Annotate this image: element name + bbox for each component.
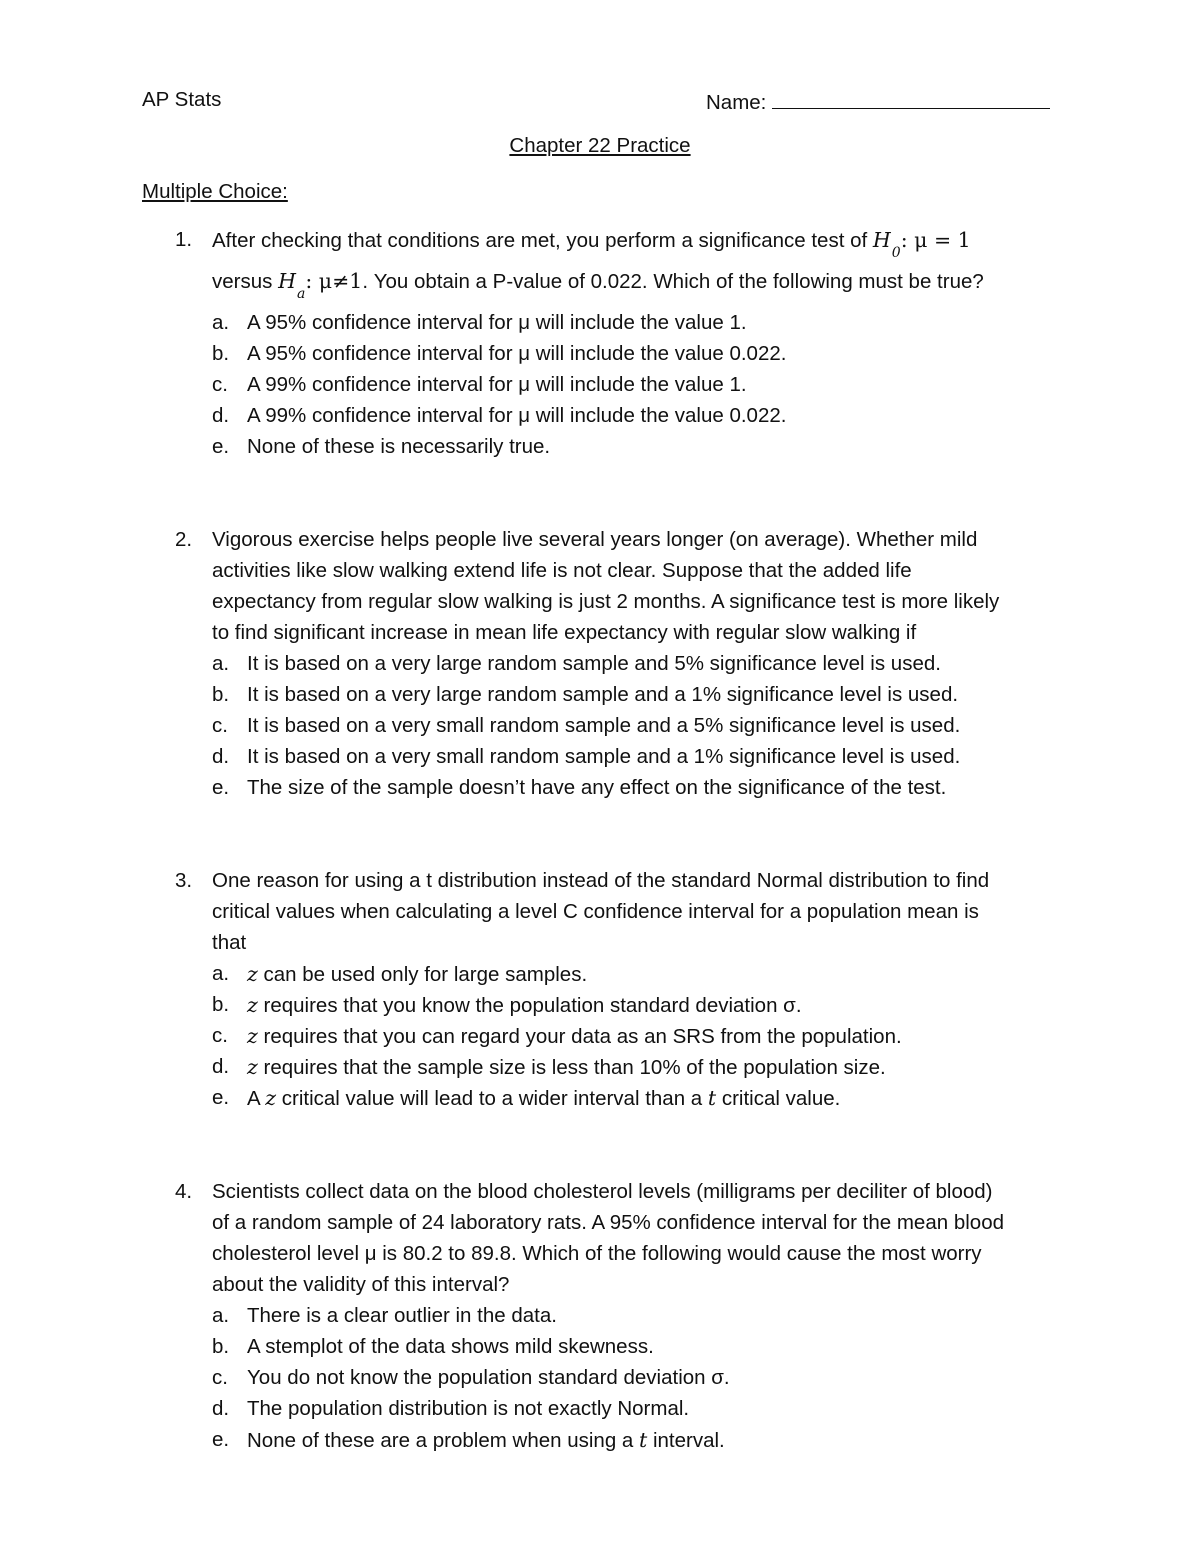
question-stem-line: critical values when calculating a level C confidence interval for a population mean is bbox=[212, 900, 979, 923]
option-letter: d. bbox=[212, 1397, 230, 1420]
question-number: 4. bbox=[175, 1180, 193, 1203]
option-text-rest: requires that you know the population standard deviation σ. bbox=[257, 994, 802, 1017]
option-text-mid: critical value will lead to a wider interval than a bbox=[276, 1087, 708, 1110]
option-letter: a. bbox=[212, 652, 230, 675]
hypothesis-symbol: H bbox=[278, 269, 296, 293]
option-text: A 95% confidence interval for μ will include the value 0.022. bbox=[247, 342, 787, 365]
option-letter: a. bbox=[212, 311, 230, 334]
question-stem-line: cholesterol level μ is 80.2 to 89.8. Which of the following would cause the most worry bbox=[212, 1242, 982, 1265]
option-text: A 99% confidence interval for μ will include the value 0.022. bbox=[247, 404, 787, 427]
option-text bbox=[247, 1428, 725, 1453]
page-title: Chapter 22 Practice bbox=[509, 134, 691, 157]
option-letter: b. bbox=[212, 342, 230, 365]
question-number: 2. bbox=[175, 528, 193, 551]
option-text: It is based on a very large random sample and a 1% significance level is used. bbox=[247, 683, 959, 706]
hypothesis-expression: : μ = 1 bbox=[900, 228, 971, 252]
question-stem-line bbox=[212, 228, 971, 261]
option-text-rest: can be used only for large samples. bbox=[257, 963, 588, 986]
z-variable: z bbox=[247, 962, 258, 986]
z-variable: z bbox=[265, 1086, 277, 1110]
stem-text: . You obtain a P-value of 0.022. Which of the following must be true? bbox=[362, 270, 984, 293]
hypothesis-symbol: H bbox=[872, 228, 891, 252]
option-letter: a. bbox=[212, 1304, 230, 1327]
option-text-rest: requires that you can regard your data as an SRS from the population. bbox=[257, 1025, 902, 1048]
option-text-rest: interval. bbox=[647, 1429, 725, 1452]
option-text bbox=[247, 1086, 840, 1111]
option-letter: c. bbox=[212, 1366, 228, 1389]
question-stem-line: activities like slow walking extend life is not clear. Suppose that the added life bbox=[212, 559, 912, 582]
question-stem-line: that bbox=[212, 931, 247, 954]
name-label: Name: bbox=[706, 91, 767, 114]
option-text-pre: A bbox=[247, 1087, 266, 1110]
stem-text: versus bbox=[212, 270, 273, 293]
question-stem-line: about the validity of this interval? bbox=[212, 1273, 510, 1296]
z-variable: z bbox=[247, 993, 258, 1017]
course-label: AP Stats bbox=[142, 88, 222, 111]
name-blank-line[interactable] bbox=[772, 88, 1050, 109]
question-stem-line: Vigorous exercise helps people live several years longer (on average). Whether mild bbox=[212, 528, 978, 551]
hypothesis-expression: : μ≠1 bbox=[305, 269, 363, 293]
option-letter: b. bbox=[212, 1335, 230, 1358]
option-text: A 99% confidence interval for μ will include the value 1. bbox=[247, 373, 747, 396]
question-stem-line bbox=[212, 269, 984, 302]
option-text-rest: requires that the sample size is less than 10% of the population size. bbox=[257, 1056, 886, 1079]
option-letter: d. bbox=[212, 404, 230, 427]
option-letter: b. bbox=[212, 683, 230, 706]
question-stem-line: One reason for using a t distribution instead of the standard Normal distribution to find bbox=[212, 869, 990, 892]
option-text bbox=[247, 1024, 902, 1049]
question-stem-line: to find significant increase in mean life expectancy with regular slow walking if bbox=[212, 621, 917, 644]
z-variable: z bbox=[247, 1055, 258, 1079]
option-text: It is based on a very small random sample and a 5% significance level is used. bbox=[247, 714, 961, 737]
option-text bbox=[247, 1055, 886, 1080]
option-text: A stemplot of the data shows mild skewness. bbox=[247, 1335, 654, 1358]
option-letter: e. bbox=[212, 435, 230, 458]
option-text: The size of the sample doesn’t have any effect on the significance of the test. bbox=[247, 776, 947, 799]
option-text: You do not know the population standard deviation σ. bbox=[247, 1366, 730, 1389]
question-number: 1. bbox=[175, 228, 193, 251]
option-letter: e. bbox=[212, 1086, 230, 1109]
option-letter: d. bbox=[212, 1055, 230, 1078]
hypothesis-subscript: a bbox=[296, 286, 306, 302]
t-variable: t bbox=[639, 1428, 648, 1452]
option-text bbox=[247, 962, 587, 987]
option-letter: e. bbox=[212, 776, 230, 799]
z-variable: z bbox=[247, 1024, 258, 1048]
option-text: There is a clear outlier in the data. bbox=[247, 1304, 557, 1327]
option-text: A 95% confidence interval for μ will include the value 1. bbox=[247, 311, 747, 334]
option-text: The population distribution is not exactly Normal. bbox=[247, 1397, 690, 1420]
section-heading: Multiple Choice: bbox=[142, 180, 288, 203]
option-letter: a. bbox=[212, 962, 230, 985]
option-letter: c. bbox=[212, 373, 228, 396]
question-stem-line: expectancy from regular slow walking is just 2 months. A significance test is more likely bbox=[212, 590, 1000, 613]
option-text-pre: None of these are a problem when using a bbox=[247, 1429, 640, 1452]
option-text: None of these is necessarily true. bbox=[247, 435, 551, 458]
option-text: It is based on a very small random sample and a 1% significance level is used. bbox=[247, 745, 961, 768]
option-letter: c. bbox=[212, 1024, 228, 1047]
option-letter: c. bbox=[212, 714, 228, 737]
question-stem-line: of a random sample of 24 laboratory rats. A 95% confidence interval for the mean blood bbox=[212, 1211, 1004, 1234]
t-variable: t bbox=[707, 1086, 717, 1110]
option-letter: d. bbox=[212, 745, 230, 768]
option-letter: b. bbox=[212, 993, 230, 1016]
option-text bbox=[247, 993, 802, 1018]
question-number: 3. bbox=[175, 869, 193, 892]
question-stem-line: Scientists collect data on the blood cholesterol levels (milligrams per deciliter of blood) bbox=[212, 1180, 993, 1203]
stem-text: After checking that conditions are met, you perform a significance test of bbox=[212, 229, 868, 252]
option-letter: e. bbox=[212, 1428, 230, 1451]
option-text: It is based on a very large random sample and 5% significance level is used. bbox=[247, 652, 941, 675]
option-text-rest: critical value. bbox=[716, 1087, 841, 1110]
hypothesis-subscript: 0 bbox=[891, 245, 901, 261]
name-field[interactable] bbox=[706, 88, 1050, 115]
